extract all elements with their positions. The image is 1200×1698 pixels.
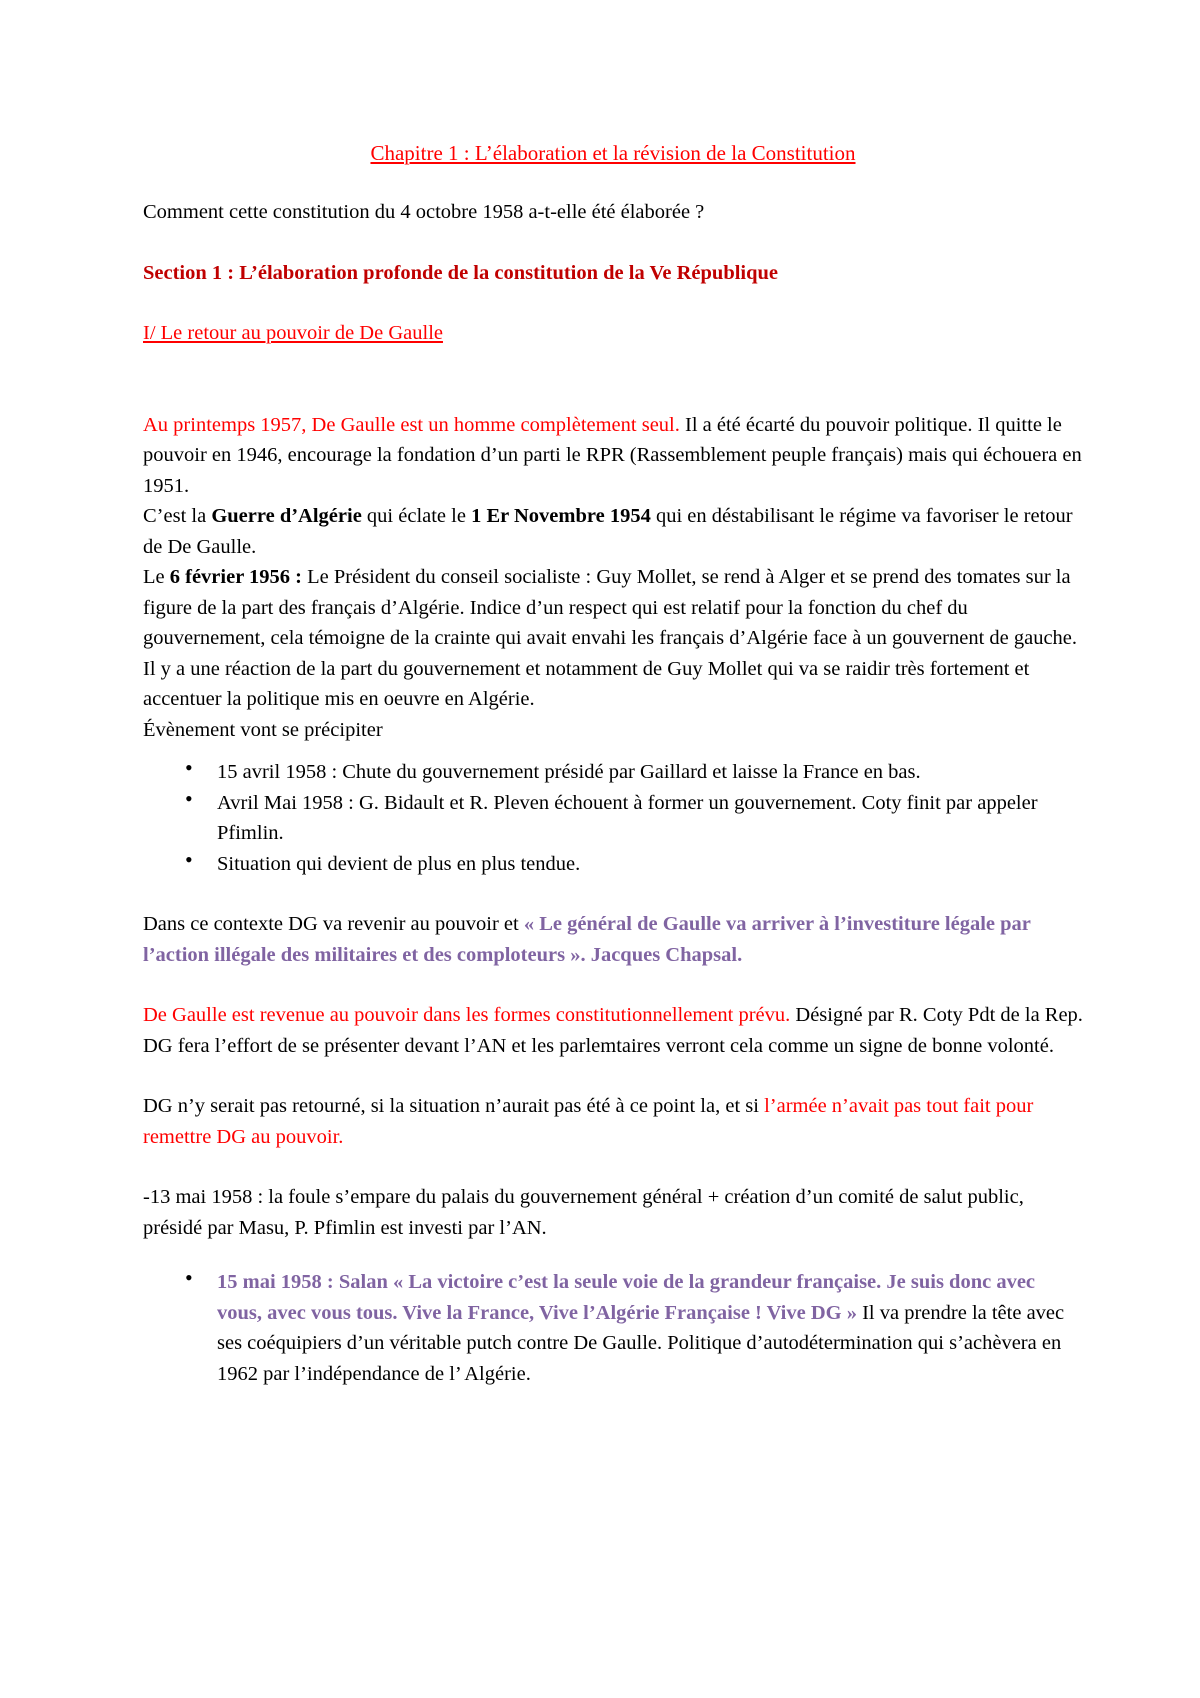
bold-date-1954: 1 Er Novembre 1954 [471, 505, 651, 527]
highlight-red: l’armée n’avait pas tout fait pour remettre DG au pouvoir. [143, 1095, 1034, 1148]
events-list [143, 757, 1083, 879]
highlight-red: Au printemps 1957, De Gaulle est un homme complètement seul. [143, 413, 680, 436]
list-item-text: Il va prendre la tête avec ses coéquipiers d’un véritable putch contre De Gaulle. Politique d’autodétermination qui s’achèvera en 1962 par l’indépendance de l’ Algérie. [217, 1301, 1065, 1385]
text-run: Désigné par R. Coty Pdt de la Rep. DG fera l’effort de se présenter devant l’AN et les parlemtaires verront cela comme un signe de bonne volonté. [143, 1004, 1083, 1057]
bold-date-1956: 6 février 1956 : [169, 566, 302, 588]
document-content [143, 138, 1083, 1419]
highlight-red: De Gaulle est revenue au pouvoir dans les formes constitutionnellement prévu. [143, 1004, 791, 1026]
paragraph-contexte [143, 909, 1083, 970]
paragraph-text: Il a été écarté du pouvoir politique. Il quitte le pouvoir en 1946, encourage la fondation d’un parti le RPR (Rassemblement peuple français) mais qui échouera en 1951. [143, 413, 1082, 497]
text-run: Dans ce contexte DG va revenir au pouvoir et [143, 913, 524, 935]
list-item-text: 15 avril 1958 : Chute du gouvernement présidé par Gaillard et laisse la France en bas. [217, 761, 921, 783]
paragraph-printemps-1957 [143, 410, 1083, 502]
text-run: qui éclate le [361, 505, 472, 527]
bold-guerre-algerie: Guerre d’Algérie [211, 505, 362, 527]
list-item-text: Avril Mai 1958 : G. Bidault et R. Pleven échouent à former un gouvernement. Coty finit par appeler Pfimlin. [217, 791, 1038, 844]
paragraph-guerre-algerie [143, 501, 1083, 562]
intro-question: Comment cette constitution du 4 octobre 1958 a-t-elle été élaborée ? [143, 201, 705, 223]
text-run: qui en déstabilisant le régime va favoriser le retour de De Gaulle. [143, 505, 1073, 558]
events-intro: Évènement vont se précipiter [143, 718, 383, 741]
text-run: DG n’y serait pas retourné, si la situation n’aurait pas été à ce point la, et si [143, 1095, 765, 1117]
bullet-icon: • [185, 785, 193, 811]
paragraph-retour-constitutionnel [143, 1000, 1083, 1061]
text-run: Le Président du conseil socialiste : Guy Mollet, se rend à Alger et se prend des tomates sur la figure de la part des français d’Algérie. Indice d’un respect qui est relatif pour la fonction du chef du gouvernement, cela témoigne de la crainte qui avait envahi les français d’Algérie face à un gouvernent de gauche. Il y a une réaction de la part du gouvernement et notamment de Guy Mollet qui va se raidir très fortement et accentuer la politique mis en oeuvre en Algérie. [143, 566, 1078, 710]
list-item [143, 785, 1083, 849]
chapter-title: Chapitre 1 : L’élaboration et la révision de la Constitution [370, 141, 856, 165]
bullet-icon: • [185, 755, 193, 780]
list-item-text: Situation qui devient de plus en plus tendue. [217, 852, 581, 875]
paragraph-fevrier-1956 [143, 562, 1083, 715]
paragraph-armee [143, 1091, 1083, 1152]
list-item [143, 1267, 1083, 1389]
section-title: Section 1 : L’élaboration profonde de la constitution de la Ve République [143, 261, 779, 284]
part-title: I/ Le retour au pouvoir de De Gaulle [143, 322, 443, 344]
list-item [143, 757, 1083, 788]
paragraph-13-mai-1958: -13 mai 1958 : la foule s’empare du palais du gouvernement général + création d’un comité de salut public, présidé par Masu, P. Pfimlin est investi par l’AN. [143, 1186, 1024, 1239]
text-run: Le [143, 566, 170, 588]
quote-chapsal: « Le général de Gaulle va arriver à l’investiture légale par l’action illégale des militaires et des comploteurs ». Jacques Chapsal. [143, 913, 1031, 966]
list-item [143, 846, 1083, 880]
text-run: C’est la [143, 505, 212, 527]
quote-salan: 15 mai 1958 : Salan « La victoire c’est la seule voie de la grandeur française. Je suis donc avec vous, avec vous tous. Vive la France, Vive l’Algérie Française ! Vive DG » [217, 1271, 1036, 1324]
salan-list [143, 1267, 1083, 1389]
bullet-icon: • [185, 1265, 193, 1290]
bullet-icon: • [185, 846, 193, 872]
